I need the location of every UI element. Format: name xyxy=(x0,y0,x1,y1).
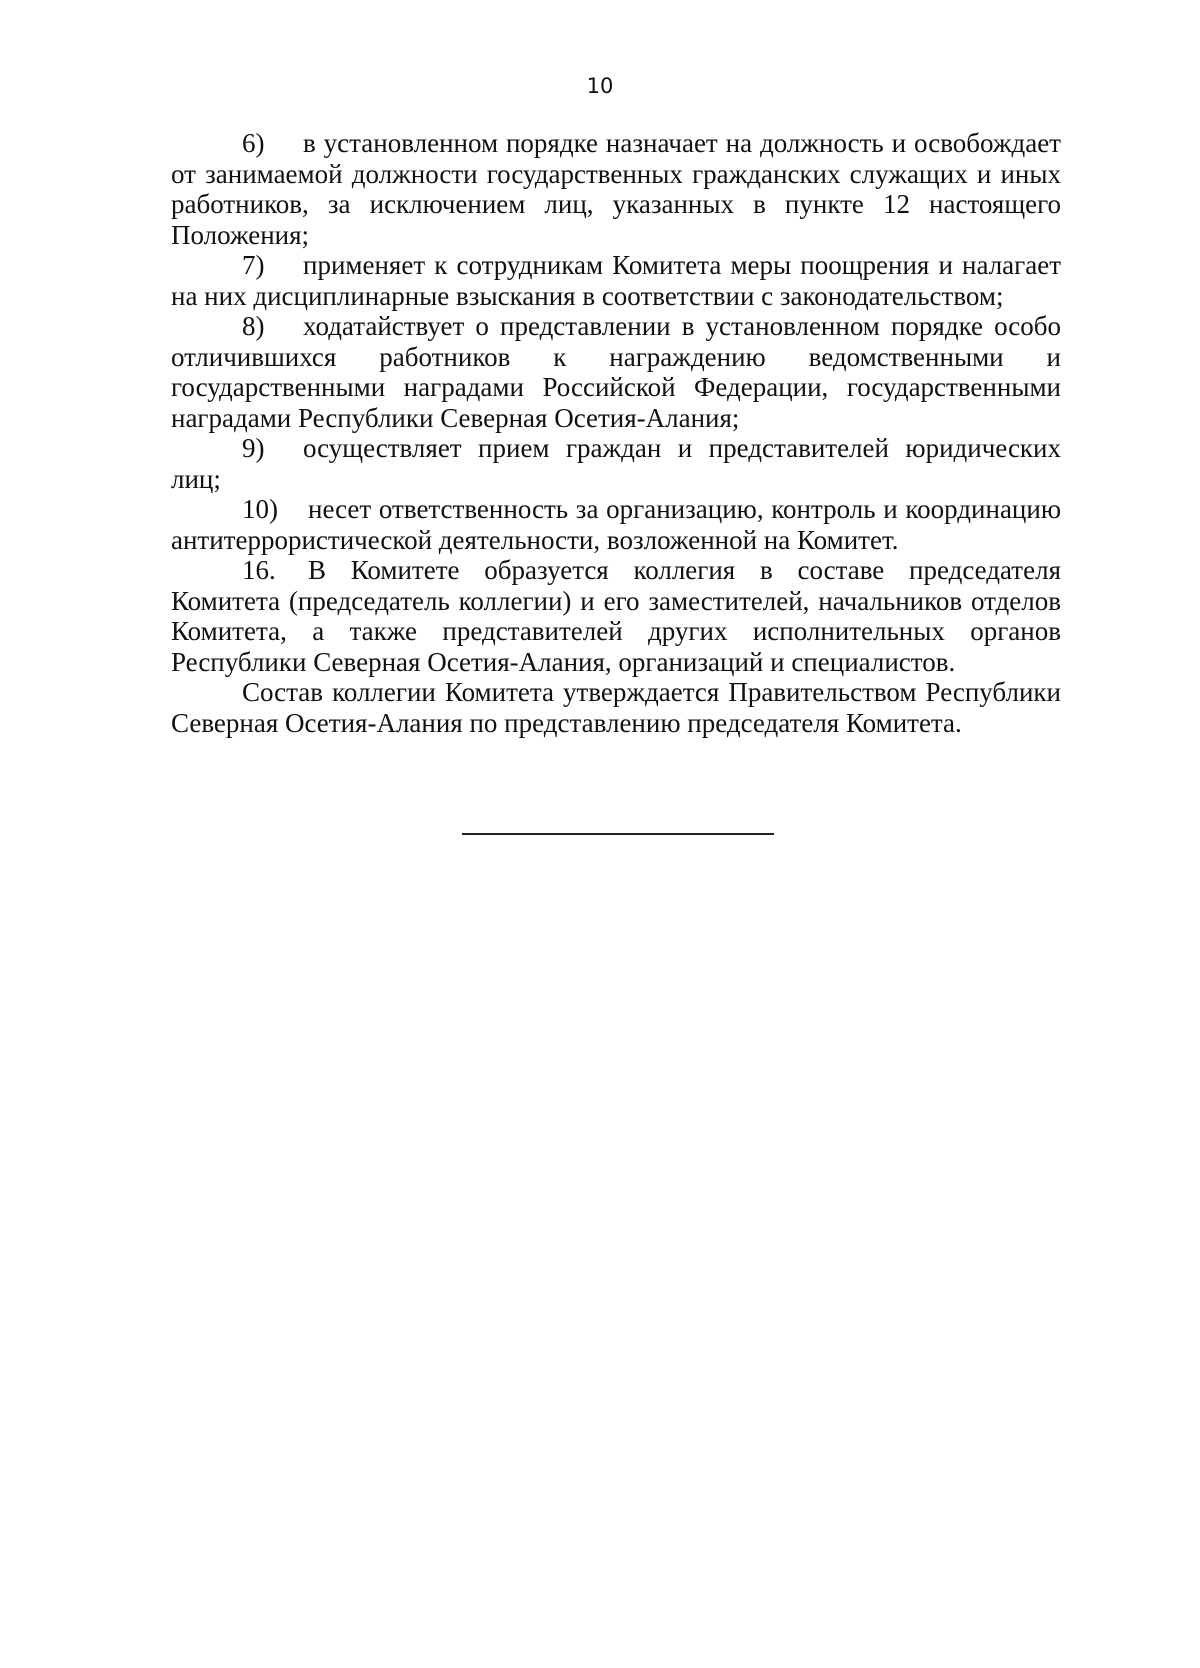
item-number: 7) xyxy=(242,250,265,280)
section-text: В Комитете образуется коллегия в составе председателя Комитета (председатель коллегии) и его заместителей, начальников отделов Комитета, а также представителей других исполнительных органов Республики Северная Осетия-Алания, организаций и специалистов. xyxy=(171,555,1061,677)
item-number: 8) xyxy=(242,311,265,341)
item-number: 10) xyxy=(242,494,278,524)
item-number: 6) xyxy=(242,128,265,158)
list-item-7 xyxy=(171,250,1061,311)
section-16 xyxy=(171,555,1061,677)
item-text: ходатайствует о представлении в установленном порядке особо отличившихся работников к награждению ведомственными и государственными наградами Российской Федерации, государственными наградами Республики Северная Осетия-Алания; xyxy=(171,311,1061,433)
item-text: в установленном порядке назначает на должность и освобождает от занимаемой должности государственных гражданских служащих и иных работников, за исключением лиц, указанных в пункте 12 настоящего Положения; xyxy=(171,128,1061,250)
list-item-8 xyxy=(171,311,1061,433)
item-text: несет ответственность за организацию, контроль и координацию антитеррористической деятельности, возложенной на Комитет. xyxy=(171,494,1061,555)
item-text: осуществляет прием граждан и представителей юридических лиц; xyxy=(171,433,1061,494)
document-body xyxy=(171,128,1061,738)
section-number: 16. xyxy=(242,555,276,585)
end-rule xyxy=(462,833,774,835)
closing-paragraph xyxy=(171,677,1061,738)
list-item-9 xyxy=(171,433,1061,494)
item-text: применяет к сотрудникам Комитета меры поощрения и налагает на них дисциплинарные взыскания в соответствии с законодательством; xyxy=(171,250,1061,311)
list-item-10 xyxy=(171,494,1061,555)
list-item-6 xyxy=(171,128,1061,250)
page-number: 10 xyxy=(586,74,614,98)
closing-text: Состав коллегии Комитета утверждается Правительством Республики Северная Осетия-Алания по представлению председателя Комитета. xyxy=(171,677,1061,738)
item-number: 9) xyxy=(242,433,265,463)
